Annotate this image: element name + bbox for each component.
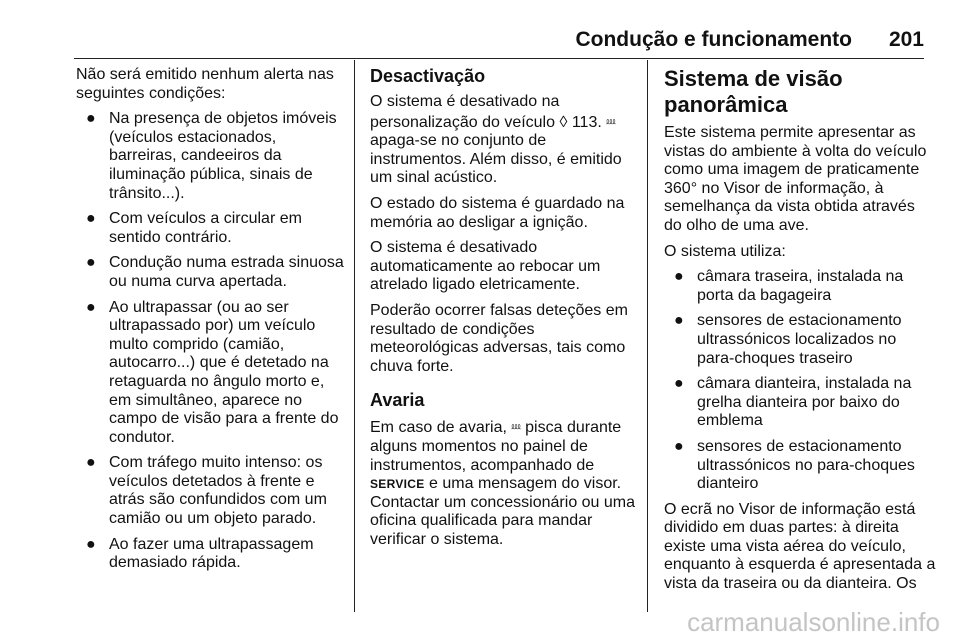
bullet-icon: ● [86, 254, 96, 272]
heading-fault: Avaria [370, 390, 425, 411]
bullet-icon: ● [674, 375, 684, 393]
col2-paragraph-2: O estado do sistema é guardado na memória ao desligar a ignição. [370, 194, 625, 231]
col3-list [664, 268, 936, 494]
bullet-icon: ● [674, 312, 684, 330]
col1-intro: Não será emitido nenhum alerta nas seguintes condições: [76, 66, 334, 102]
list-item: ● Com veículos a circular em sentido contrário. [86, 210, 302, 246]
col3-paragraph-2: O sistema utiliza: [664, 242, 786, 260]
list-item: ● Condução numa estrada sinuosa ou numa curva apertada. [86, 254, 344, 290]
watermark: carmanualsonline.info [687, 607, 940, 637]
heading-deactivation: Desactivação [370, 66, 486, 86]
bullet-icon: ● [674, 268, 684, 286]
bullet-icon: ● [86, 454, 96, 472]
section-title: Condução e funcionamento [575, 28, 852, 51]
page-reference-arrow-icon: ◊ [559, 113, 568, 131]
list-item: ● câmara dianteira, instalada na grelha dianteira por baixo do emblema [674, 375, 912, 430]
col1-list [76, 110, 344, 573]
col3-paragraph-1: Este sistema permite apresentar as vistas do ambiente à volta do veículo como uma imagem de praticamente 360° no Visor de informação, à semelhança da vista obtida através do olho de uma ave. [664, 124, 927, 234]
column-2 [370, 66, 638, 556]
side-blind-spot-warning-icon: ⅏ [606, 115, 616, 126]
list-item: ● Com tráfego muito intenso: os veículos detetados à frente e atrás são confundidos com um camião ou um objeto parado. [86, 454, 327, 528]
col2-paragraph-4: Poderão ocorrer falsas deteções em resultado de condições meteorológicas adversas, tais como chuva forte. [370, 301, 628, 375]
header-divider [74, 58, 924, 59]
bullet-icon: ● [86, 110, 96, 128]
col2-paragraph-5: Em caso de avaria, ⅏ pisca durante alguns momentos no painel de instrumentos, acompanhado de SERVICE e uma mensagem do visor. Contactar um concessionário ou uma oficina qualificada para mandar verificar o sistema. [370, 419, 636, 548]
column-1 [76, 66, 344, 580]
page-header [0, 20, 960, 60]
column-divider-2 [647, 60, 648, 612]
list-item: ● Ao fazer uma ultrapassagem demasiado rápida. [86, 535, 314, 572]
list-item: ● sensores de estacionamento ultrassónicos localizados no para-choques traseiro [674, 312, 902, 367]
page-reference: 113. [571, 113, 602, 131]
bullet-icon: ● [86, 210, 96, 228]
heading-panoramic-view: Sistema de visão panorâmica [664, 66, 843, 117]
column-divider-1 [354, 60, 355, 612]
column-3 [664, 66, 936, 601]
list-item: ● Na presença de objetos imóveis (veículos estacionados, barreiras, candeeiros da iluminação pública, sinais de trânsito...). [86, 110, 337, 202]
page-number: 201 [888, 28, 924, 51]
col2-paragraph-3: O sistema é desativado automaticamente ao rebocar um atrelado ligado eletricamente. [370, 239, 601, 294]
list-item: ● sensores de estacionamento ultrassónicos no para-choques dianteiro [674, 437, 915, 493]
list-item: ● câmara traseira, instalada na porta da bagageira [674, 268, 904, 304]
bullet-icon: ● [86, 535, 96, 553]
service-indicator: SERVICE [370, 477, 425, 492]
side-blind-spot-warning-icon: ⅏ [511, 421, 521, 432]
bullet-icon: ● [674, 437, 684, 455]
col3-paragraph-3: O ecrã no Visor de informação está dividido em duas partes: à direita existe uma vista aérea do veículo, enquanto à esquerda é apresentada a vista da traseira ou da dianteira. Os [664, 500, 936, 593]
col2-paragraph-1: O sistema é desativado na personalização do veículo ◊ 113. ⅏ apaga-se no conjunto de instrumentos. Além disso, é emitido um sinal acústico. [370, 93, 622, 187]
list-item: ● Ao ultrapassar (ou ao ser ultrapassado por) um veículo multo comprido (camião, autocarro...) que é detetado na retaguarda no ângulo morto e, em simultâneo, aparece no campo de visão para a frente do condutor. [86, 298, 339, 446]
bullet-icon: ● [86, 298, 96, 316]
